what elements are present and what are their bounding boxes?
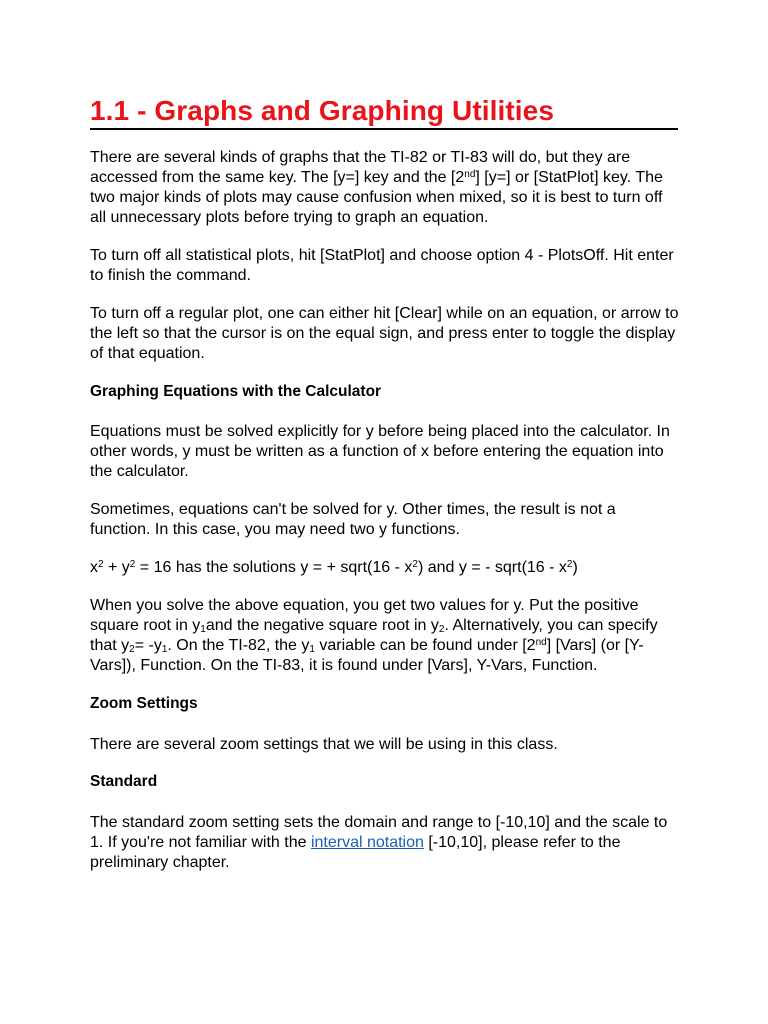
zoom-section-heading: Zoom Settings (90, 695, 198, 712)
solve-text-c: . Alternatively, you can specify that y (90, 617, 658, 654)
eq-plus-y: + y (103, 559, 130, 576)
solve-text-b: and the negative square root in y (205, 617, 439, 634)
solve-paragraph (90, 596, 680, 676)
solve-sub-4: 1 (161, 644, 168, 655)
eq-exp-2: 2 (129, 559, 136, 570)
document-page (90, 94, 680, 873)
solve-text-a: When you solve the above equation, you get two values for y. Put the positive square root in y (90, 597, 639, 634)
eq-exp-4: 2 (566, 559, 573, 570)
intro-sup: nd (464, 169, 476, 180)
solve-sub-2: 2 (438, 624, 445, 635)
intro-text-a: There are several kinds of graphs that the TI-82 or TI-83 will do, but they are accessed from the same key. The [y=] key and the [2 (90, 149, 631, 186)
eq-exp-1: 2 (98, 559, 104, 570)
solve-sub-3: 2 (129, 644, 135, 655)
graphing-section-heading: Graphing Equations with the Calculator (90, 383, 382, 400)
solve-text-d: = -y (134, 637, 162, 654)
eq-x: x (90, 559, 98, 576)
solve-sup: nd (535, 637, 547, 648)
intro-paragraph (90, 148, 680, 228)
eq-close: ) and y = - sqrt(16 - x (417, 559, 567, 576)
zoom-paragraph: There are several zoom settings that we will be using in this class. (90, 736, 558, 753)
solve-text-f: variable can be found under [2 (314, 637, 536, 654)
standard-text-a: The standard zoom setting sets the domain and range to [-10,10] and the scale to 1. If you're not familiar with the (90, 814, 668, 851)
solve-sub-1: 1 (200, 624, 206, 635)
regular-plot-paragraph: To turn off a regular plot, one can either hit [Clear] while on an equation, or arrow to the left so that the cursor is on the equal sign, and press enter to toggle the display of that equation. (90, 305, 679, 362)
explicit-paragraph: Equations must be solved explicitly for y before being placed into the calculator. In other words, y must be written as a function of x before entering the equation into the calculator. (90, 423, 670, 480)
standard-text-b: [-10,10], please refer to the preliminary chapter. (90, 834, 621, 871)
eq-exp-3: 2 (412, 559, 418, 570)
equation-line (90, 558, 680, 578)
standard-section-heading: Standard (90, 773, 158, 790)
two-functions-paragraph: Sometimes, equations can't be solved for y. Other times, the result is not a function. In this case, you may need two y functions. (90, 501, 616, 538)
eq-end: ) (572, 559, 578, 576)
page-title: 1.1 - Graphs and Graphing Utilities (90, 94, 678, 130)
intro-text-b: ] [y=] or [StatPlot] key. The two major kinds of plots may cause confusion when mixed, so it is best to turn off all unnecessary plots before trying to graph an equation. (90, 169, 663, 226)
solve-text-g: ] [Vars] (or [Y-Vars]), Function. On the TI-83, it is found under [Vars], Y-Vars, Function. (90, 637, 644, 674)
solve-sub-5: 1 (309, 644, 315, 655)
eq-mid: = 16 has the solutions y = + sqrt(16 - x (135, 559, 413, 576)
standard-paragraph (90, 813, 680, 873)
stat-plots-paragraph: To turn off all statistical plots, hit [StatPlot] and choose option 4 - PlotsOff. Hit enter to finish the command. (90, 247, 674, 284)
interval-notation-link[interactable]: interval notation (310, 834, 424, 851)
solve-text-e: . On the TI-82, the y (167, 637, 310, 654)
